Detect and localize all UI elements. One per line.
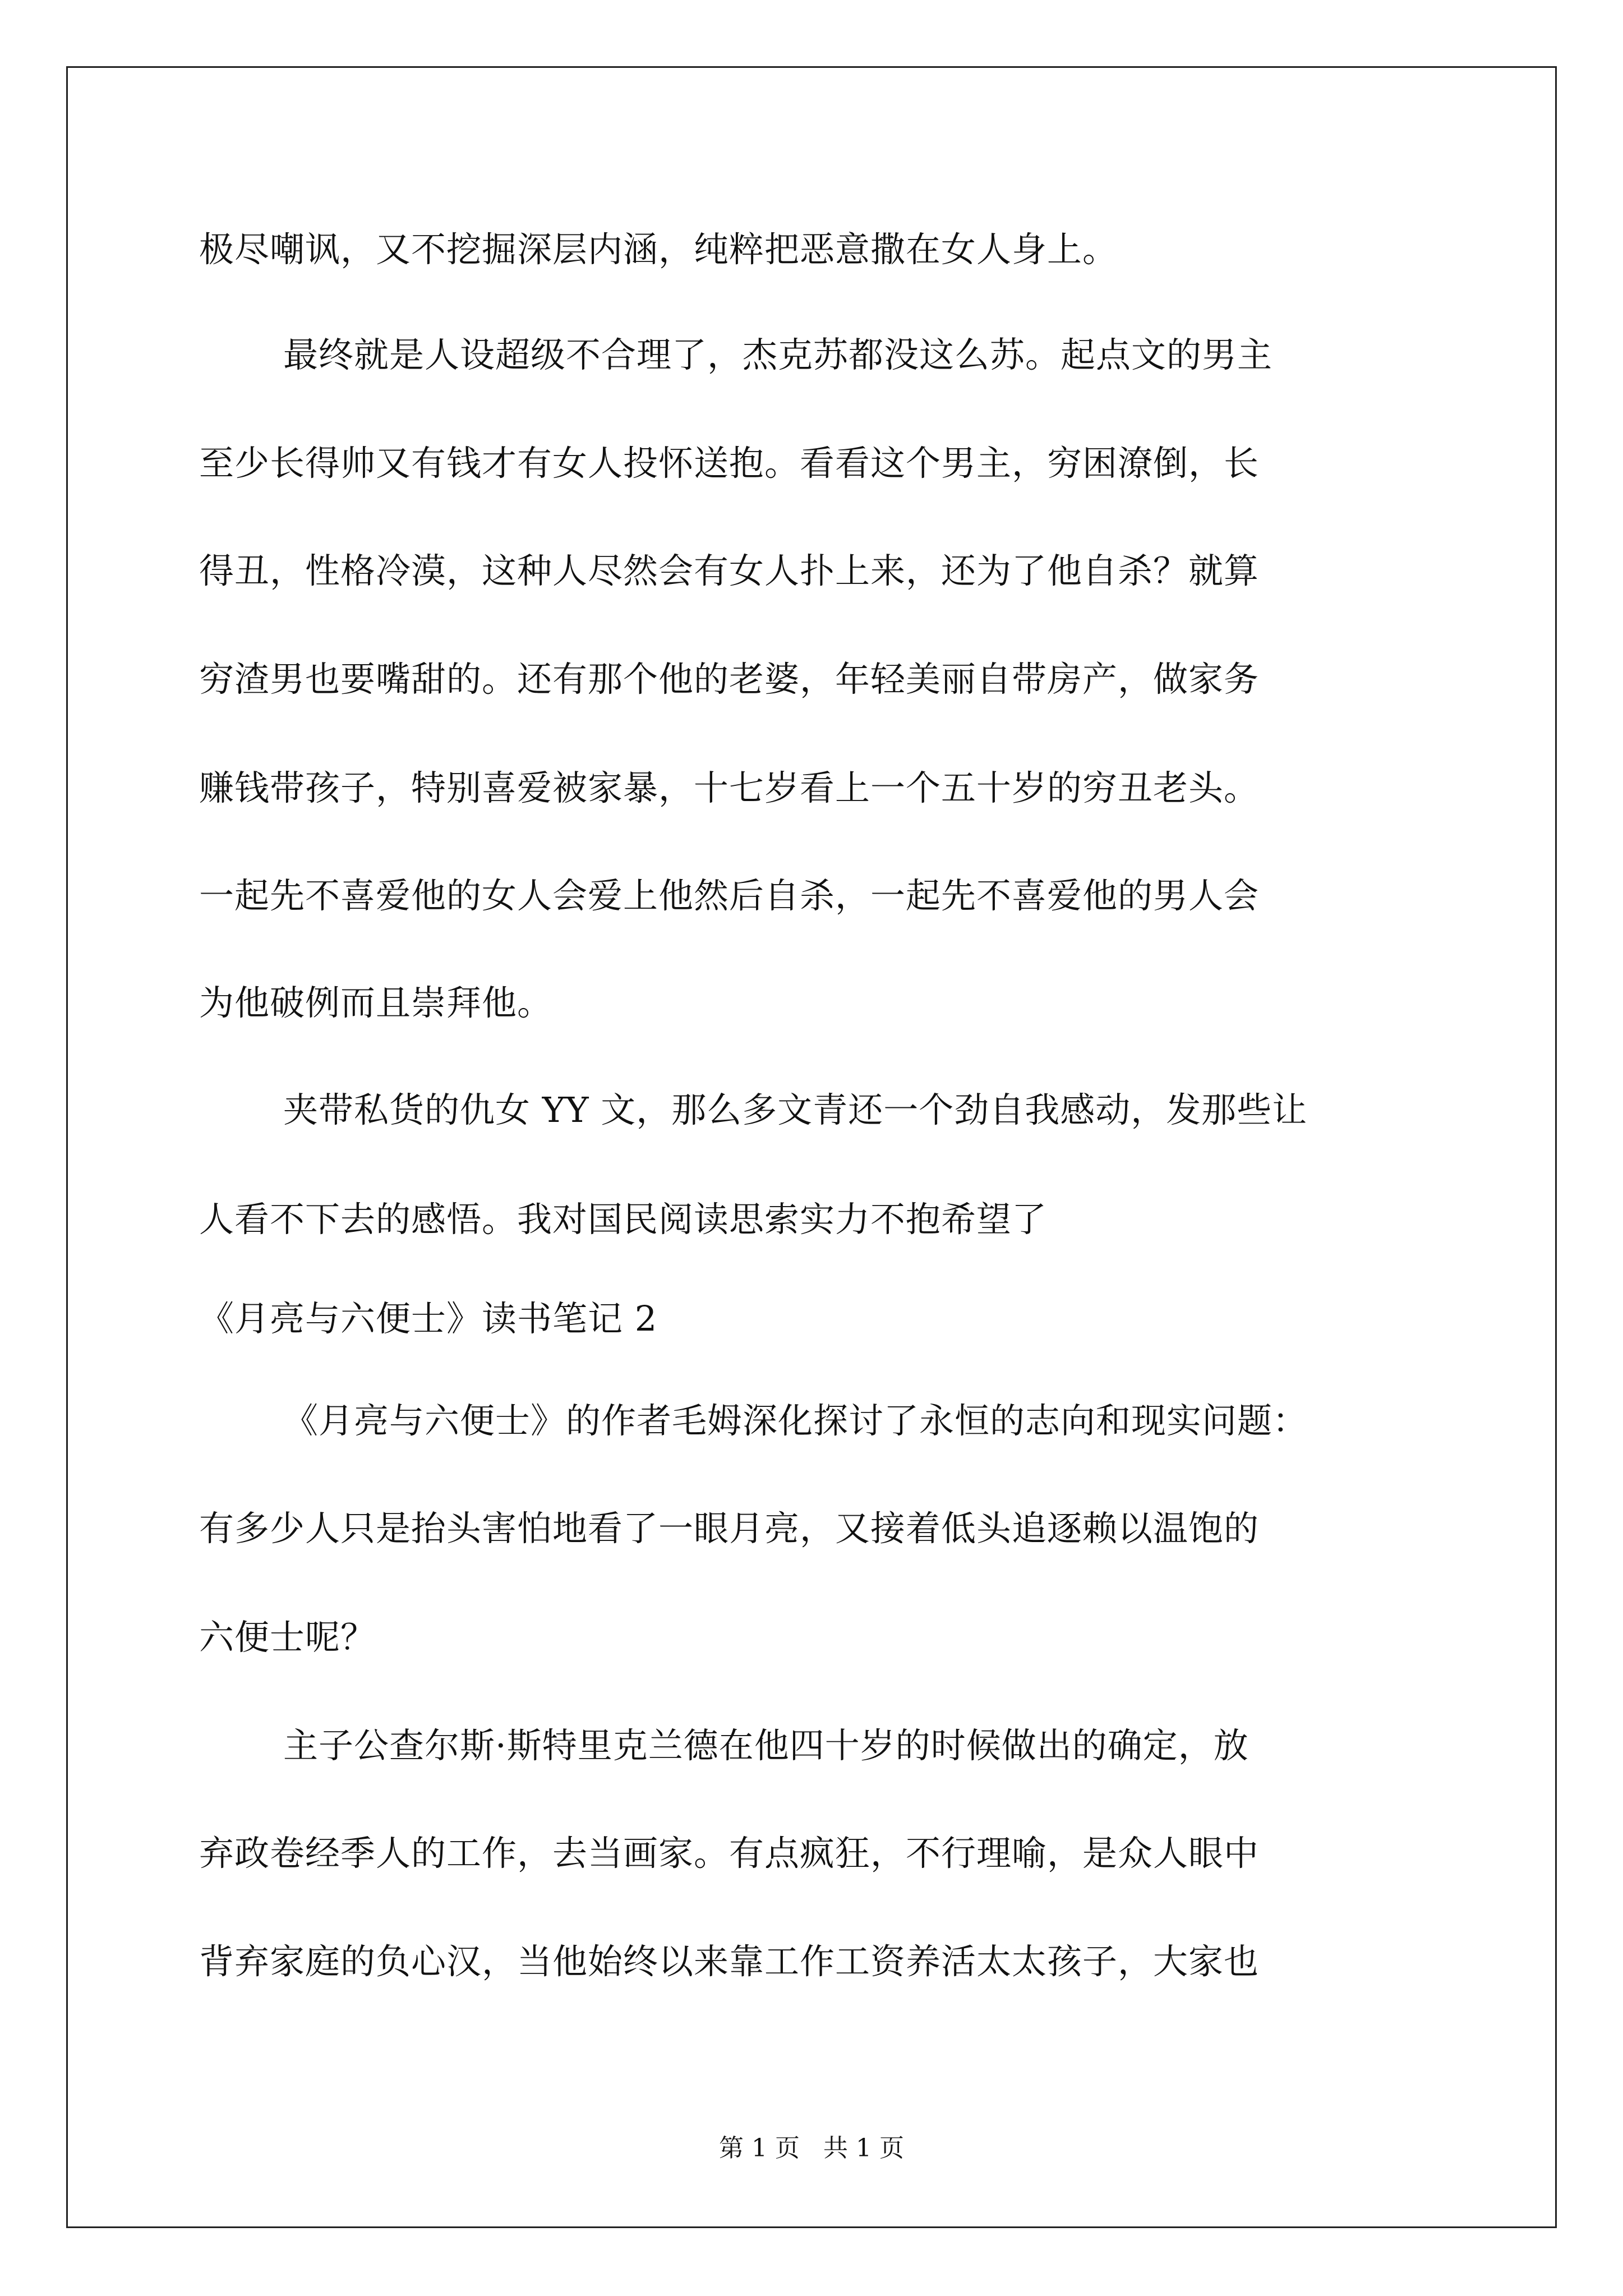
text-line: 有多少人只是抬头害怕地看了一眼月亮，又接着低头追逐赖以温饱的 <box>199 1508 1260 1549</box>
section-title: 《月亮与六便士》读书笔记 2 <box>199 1298 658 1339</box>
text-line: 背弃家庭的负心汉，当他始终以来靠工作工资养活太太孩子，大家也 <box>199 1941 1260 1982</box>
text-line: 弃政卷经季人的工作，去当画家。有点疯狂，不行理喻，是众人眼中 <box>199 1833 1260 1874</box>
text-line: 一起先不喜爱他的女人会爱上他然后自杀，一起先不喜爱他的男人会 <box>199 875 1260 916</box>
text-line: 最终就是人设超级不合理了，杰克苏都没这么苏。起点文的男主 <box>283 334 1273 375</box>
text-line: 夹带私货的仇女 YY 文，那么多文青还一个劲自我感动，发那些让 <box>283 1089 1308 1130</box>
text-line: 为他破例而且崇拜他。 <box>199 982 553 1023</box>
text-line: 六便士呢？ <box>199 1617 376 1658</box>
text-line: 极尽嘲讽，又不挖掘深层内涵，纯粹把恶意撒在女人身上。 <box>199 229 1118 270</box>
text-line: 《月亮与六便士》的作者毛姆深化探讨了永恒的志向和现实问题： <box>283 1400 1308 1441</box>
text-line: 穷渣男也要嘴甜的。还有那个他的老婆，年轻美丽自带房产，做家务 <box>199 659 1260 700</box>
text-line: 主子公查尔斯·斯特里克兰德在他四十岁的时候做出的确定，放 <box>283 1725 1249 1766</box>
page-border <box>66 66 1557 2228</box>
text-line: 人看不下去的感悟。我对国民阅读思索实力不抱希望了 <box>199 1199 1048 1240</box>
text-line: 至少长得帅又有钱才有女人投怀送抱。看看这个男主，穷困潦倒，长 <box>199 443 1260 484</box>
page-footer: 第 1 页 共 1 页 <box>719 2134 904 2162</box>
text-line: 得丑，性格冷漠，这种人尽然会有女人扑上来，还为了他自杀？就算 <box>199 550 1260 591</box>
text-line: 赚钱带孩子，特别喜爱被家暴，十七岁看上一个五十岁的穷丑老头。 <box>199 767 1260 808</box>
